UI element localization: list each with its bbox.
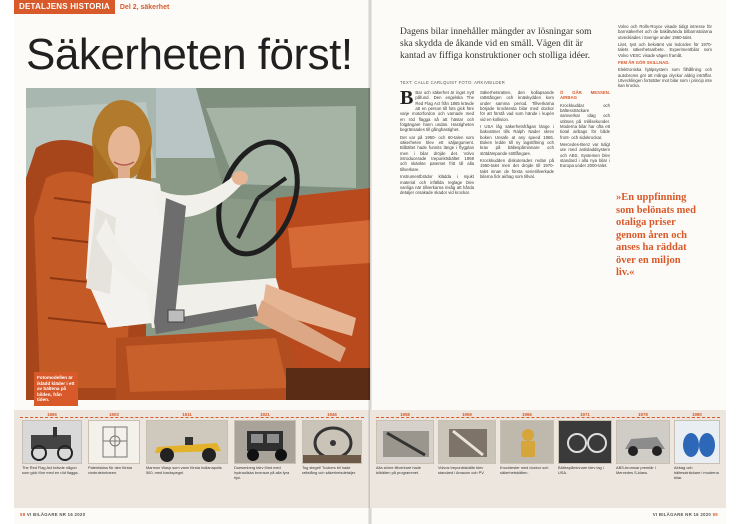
timeline-caption: Marmon Wasp som vann första Indianapolis 500, med backspegel. (146, 465, 222, 475)
section-tag: DETALJENS HISTORIA (14, 0, 115, 14)
magazine-spread (14, 0, 726, 524)
publication-name: VI BILÄGARE NR 16 2020 (26, 512, 86, 517)
paragraph: B Bar och säkerhet är inget nytt påfund. Den engelska The Red Flag Act från 1865 krävde att en person till fots gick före varje motorfordon och varnade med en röd flagga så att hästar och fotgängare hann undan. Hastigheten begränsades till gånghastighet. (400, 90, 474, 133)
timeline-item (500, 410, 554, 476)
timeline-image-dashboard (558, 420, 612, 464)
paragraph: Volvo och Rolls-Royce visade tidigt intresse för barnsäkerhet och de bakåtvända bilbarnstolarna utvecklades i Sverige under 1960-talet. (618, 24, 712, 40)
timeline-item (438, 410, 496, 476)
timeline-right (370, 410, 726, 508)
timeline-year: 1946 (327, 412, 337, 417)
paragraph: I USA låg säkerhetsfrågan länge i bakvattnet tills Ralph Nader skrev boken Unsafe at any speed 1965. Boken ledde till ny lagstiftning och krav på bältespåminnare och stötdämpande stötfångare. (480, 124, 554, 156)
paragraph: Det var på 1950- och 60-talen som säkerheten blev ett säljargument. Bilbältet hade funnits länge i flygplan men i bilar dröjde det. Volvo introducerade trepunktsbältet 1959 och skänkte patentet fritt till alla tillverkare. (400, 134, 474, 172)
section-kicker (14, 0, 169, 14)
paragraph: Litet, tyst och bekvämt var ledorden för 1970-talets säkerhetsarbete. Experimentbilar som Volvo VESC visade vägen framåt. (618, 42, 712, 58)
paragraph-lead: Ö GÅR MESSEN. AIRBAG (560, 90, 610, 101)
timeline-year: 1959 (462, 412, 472, 417)
paragraph: Säkerhetsratten, den kollapsande rattstången och knäskydden kom under samma period. Tillverkarna började krocktesta bilar med dockor för att förstå vad som hände i kupén vid en kollision. (480, 90, 554, 122)
timeline-image-vintage-car (234, 420, 296, 464)
timeline-caption: Bältespåminnare blev lag i USA. (558, 465, 604, 475)
paragraph: Elektroniska hjälpsystem som filhållning och autobroms gör att många olyckor aldrig inträffar. Utvecklingen fortsätter mot bilar som i princip inte kan krocka. (618, 67, 712, 89)
timeline-year: 1980 (692, 412, 702, 417)
hero-photo (26, 88, 370, 400)
pull-quote: »En uppfinning som belönats med otaliga priser genom åren och anses ha räddat över en miljon liv.« (616, 192, 696, 278)
byline: TEXT: CALLE CARLQUIST FOTO: ARKIVBILDER (400, 80, 506, 85)
timeline-item (376, 410, 434, 476)
drop-cap: B (400, 90, 414, 109)
page-title: Säkerheten först! (26, 30, 353, 79)
timeline-year: 1865 (47, 412, 57, 417)
right-page (370, 0, 726, 524)
timeline-image-seatbelt-ad (376, 420, 434, 464)
timeline-year: 1971 (580, 412, 590, 417)
timeline-item (88, 410, 140, 476)
body-column-3 (560, 90, 610, 402)
article-deck: Dagens bilar innehåller mängder av lösningar som ska skydda de åkande vid en smäll. Vägen dit är kantad av fiffiga konstruktioner och stolliga idéer. (400, 27, 592, 61)
timeline-caption: Krocktester med dockor och säkerhetsbälten. (500, 465, 549, 475)
timeline-item (146, 410, 228, 476)
timeline-caption: Volvos trepunktsbälte blev standard i Amazon och PV. (438, 465, 485, 475)
timeline-year: 1966 (522, 412, 532, 417)
timeline-year: 1903 (109, 412, 119, 417)
body-column-4 (618, 24, 712, 190)
page-number: 59 (712, 512, 718, 517)
timeline-caption: Airbag och bältessträckare i moderna bilar. (674, 465, 719, 480)
paragraph: Krockkudden diskuterades redan på 1950-talet men det dröjde till 1970-talet innan de första serietillverkade bilarna fick airbag som tillval. (480, 158, 554, 180)
timeline-caption: ABS-bromsar premiär i Mercedes S-klass. (616, 465, 656, 475)
timeline-year: 1978 (638, 412, 648, 417)
paragraph-lead: FEM ÅR GÖR SKILLNAD. (618, 60, 670, 66)
timeline-year: 1921 (260, 412, 270, 417)
photo-caption: Fotomodellen är iklädd kläder i ett av bältena på bilden, från tiden. (34, 372, 78, 406)
timeline-caption: Patentskiss för den första vindrutetorkaren. (88, 465, 132, 475)
paragraph: Mercedes-Benz var tidigt ute med antisladdsystem och ABS. Systemen blev standard i alla nya bilar i Europa under 2000-talet. (560, 142, 610, 169)
timeline-item (558, 410, 612, 476)
timeline-image-airbag (674, 420, 720, 464)
page-folio-right (653, 512, 718, 517)
paragraph: Instrumentbrädor klädda i mjukt material och infällda reglage blev vanliga när tillverkarna insåg att hårda detaljer orsakade skador vid krockar. (400, 174, 474, 196)
body-column-1 (400, 90, 474, 402)
woman-in-car-illustration (26, 88, 370, 400)
timeline-item (616, 410, 670, 476)
timeline-image-race-car (146, 420, 228, 464)
timeline-left (14, 410, 370, 508)
timeline-image-interior (302, 420, 362, 464)
timeline-item (22, 410, 82, 476)
timeline-image-abs-car (616, 420, 670, 464)
timeline-item (674, 410, 720, 480)
page-number: 58 (20, 512, 26, 517)
timeline-caption: Alla större tillverkare hade bilbälten på programmet. (376, 465, 421, 475)
paragraph: Krockkuddar och bältessträckare samverkar idag och utlöses på millisekunder. Moderna bilar har ofta ett tiotal airbags för både front- och sidokrockar. (560, 102, 610, 140)
timeline-image-crash-dummy (500, 420, 554, 464)
left-page (14, 0, 370, 524)
timeline-image-patent-sketch (88, 420, 140, 464)
publication-name: VI BILÄGARE NR 16 2020 (652, 512, 712, 517)
timeline-caption: The Red Flag Act krävde någon som gick före med en röd flagga. (22, 465, 79, 475)
timeline-caption: Duesenberg blev först med hydrauliska bromsar på alla fyra hjul. (234, 465, 290, 480)
timeline-image-volvo-belt (438, 420, 496, 464)
section-subtitle: Del 2, säkerhet (119, 3, 170, 11)
timeline-item (302, 410, 362, 476)
timeline-caption: Tog steget! Tuckers bil hade rattstång och säkerhetsdetaljer. (302, 465, 357, 475)
page-folio-left (20, 512, 85, 517)
timeline-year: 1958 (400, 412, 410, 417)
timeline-image-steam-car (22, 420, 82, 464)
body-column-2 (480, 90, 554, 402)
timeline-item (234, 410, 296, 480)
timeline-year: 1911 (182, 412, 192, 417)
